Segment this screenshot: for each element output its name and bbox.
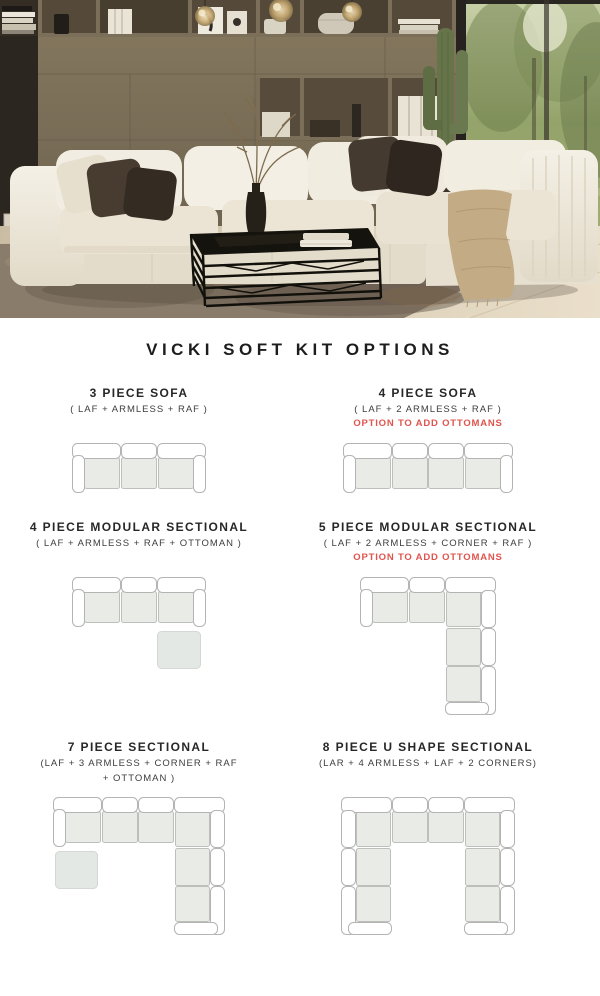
- kit-option: [0, 520, 278, 740]
- option-title: 7 PIECE SECTIONAL: [67, 740, 211, 754]
- option-labels: [30, 520, 248, 577]
- configuration-diagram: [72, 577, 206, 671]
- option-subtitle: ( LAF + ARMLESS + RAF + OTTOMAN ): [36, 538, 242, 549]
- option-subtitle: ( LAF + ARMLESS + RAF ): [70, 404, 208, 415]
- option-title: 4 PIECE MODULAR SECTIONAL: [29, 520, 249, 534]
- option-labels: [319, 740, 537, 797]
- option-labels: [319, 520, 537, 577]
- option-note: OPTION TO ADD OTTOMANS: [353, 418, 503, 429]
- configuration-diagram: [360, 577, 496, 717]
- kit-options-grid: [0, 386, 600, 937]
- configuration-diagram: [341, 797, 515, 937]
- kit-option: [278, 520, 578, 740]
- sectional-sofa: [10, 135, 598, 307]
- option-title: 4 PIECE SOFA: [378, 386, 478, 400]
- option-title: 8 PIECE U SHAPE SECTIONAL: [322, 740, 534, 754]
- configuration-diagram: [343, 443, 513, 495]
- kit-option: [0, 386, 278, 520]
- option-subtitle: ( LAF + 2 ARMLESS + RAF ): [354, 404, 502, 415]
- option-labels: [40, 740, 237, 797]
- option-subtitle: (LAR + 4 ARMLESS + LAF + 2 CORNERS): [319, 758, 537, 769]
- configuration-diagram: [72, 443, 206, 495]
- option-title: 5 PIECE MODULAR SECTIONAL: [318, 520, 538, 534]
- option-subtitle: (LAF + 3 ARMLESS + CORNER + RAF: [40, 758, 238, 769]
- page-title: VICKI SOFT KIT OPTIONS: [146, 340, 454, 359]
- kit-option: [278, 386, 578, 520]
- option-labels: [70, 386, 208, 443]
- option-note: OPTION TO ADD OTTOMANS: [353, 552, 503, 563]
- hero-photo: [0, 0, 600, 318]
- option-title: 3 PIECE SOFA: [89, 386, 189, 400]
- kit-option: [278, 740, 578, 937]
- hero-photo-svg: [0, 0, 600, 318]
- option-subtitle: ( LAF + 2 ARMLESS + CORNER + RAF ): [323, 538, 533, 549]
- option-labels: [353, 386, 502, 443]
- configuration-diagram: [53, 797, 225, 937]
- kit-option: [0, 740, 278, 937]
- option-subtitle-line2: + OTTOMAN ): [102, 773, 176, 784]
- stacked-books: [300, 233, 352, 247]
